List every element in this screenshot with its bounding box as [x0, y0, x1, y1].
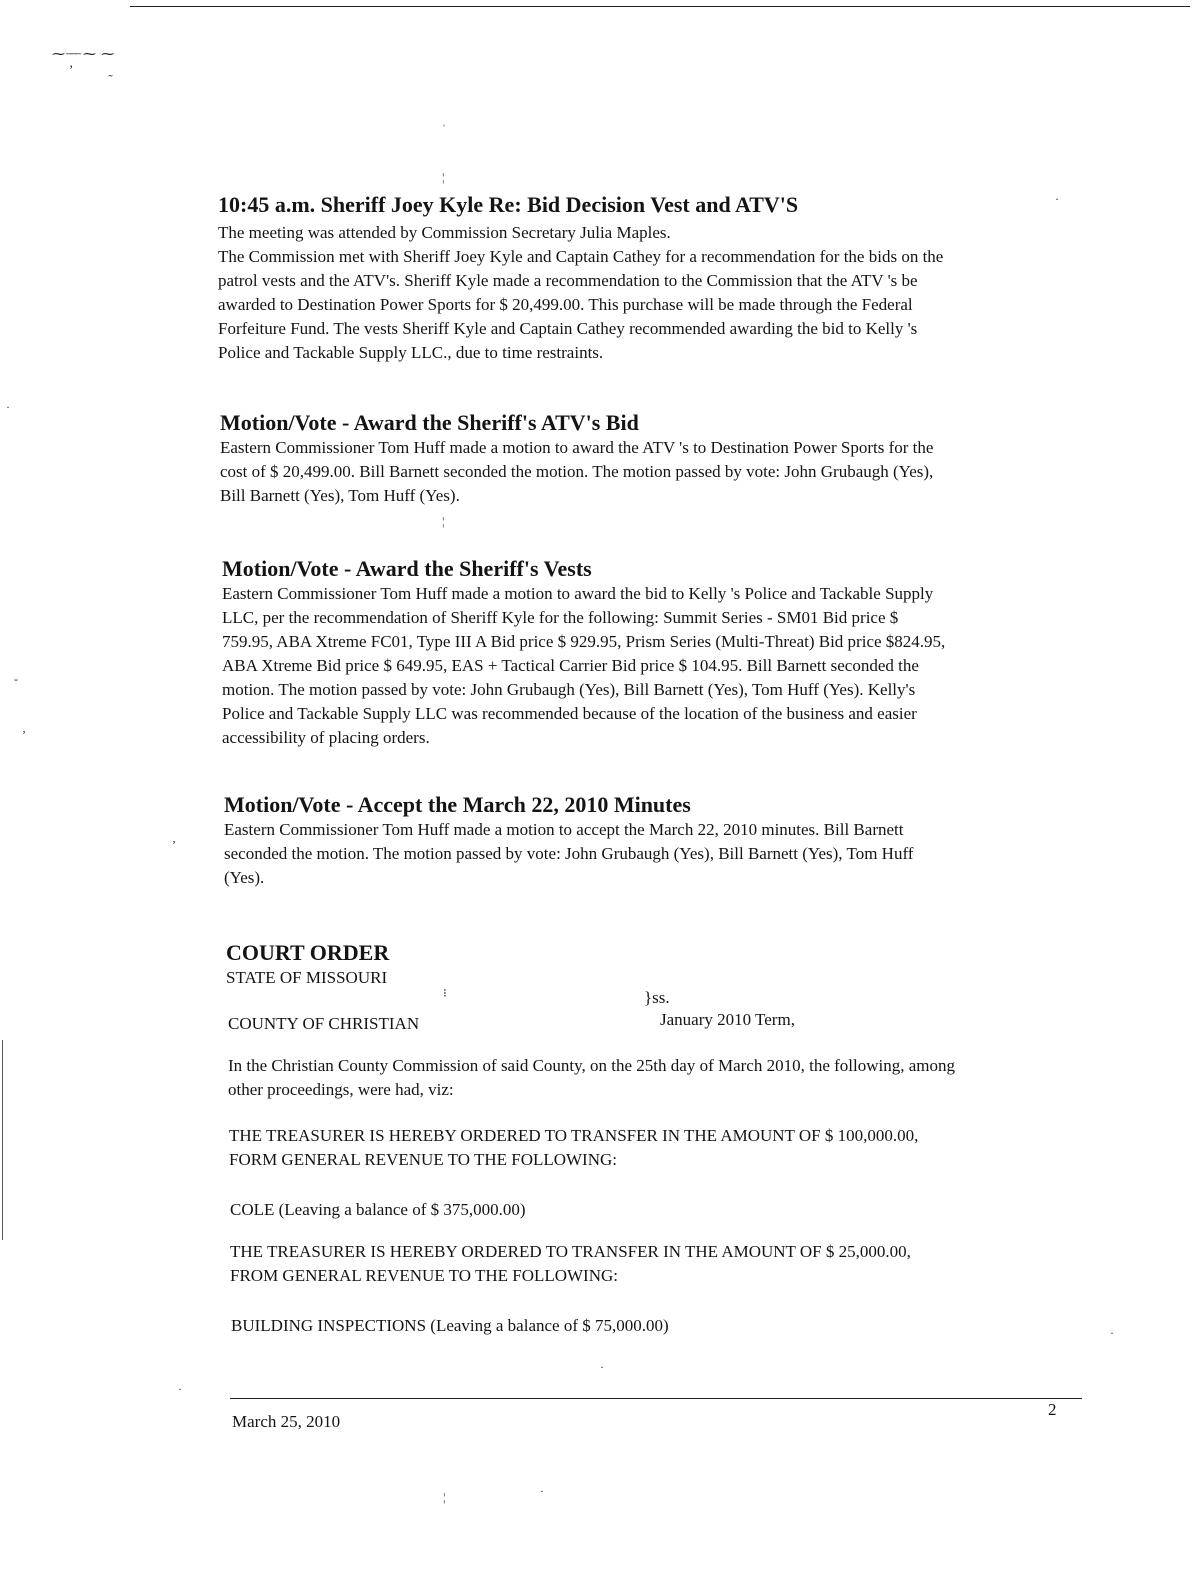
court-order-term: January 2010 Term,	[660, 1010, 795, 1029]
text-line: ABA Xtreme Bid price $ 649.95, EAS + Tactical Carrier Bid price $ 104.95. Bill Barnett seconded the	[222, 656, 919, 675]
text-line: other proceedings, were had, viz:	[228, 1080, 454, 1099]
section-heading-sheriff-bid: 10:45 a.m. Sheriff Joey Kyle Re: Bid Decision Vest and ATV'S	[218, 192, 799, 217]
text-line: motion. The motion passed by vote: John Grubaugh (Yes), Bill Barnett (Yes), Tom Huff (Yes). Kelly's	[222, 680, 916, 699]
speck-mark: ·	[178, 1382, 182, 1396]
text-line: Police and Tackable Supply LLC was recommended because of the location of the business and easier	[222, 704, 917, 723]
text-line: The Commission met with Sheriff Joey Kyle and Captain Cathey for a recommendation for the bids on the	[218, 247, 944, 266]
text-line: FORM GENERAL REVENUE TO THE FOLLOWING:	[229, 1150, 617, 1169]
footer-date: March 25, 2010	[232, 1412, 341, 1431]
speck-mark: ·	[1110, 1326, 1114, 1340]
text-line: In the Christian County Commission of said County, on the 25th day of March 2010, the following, among	[228, 1056, 955, 1075]
text-line: FROM GENERAL REVENUE TO THE FOLLOWING:	[230, 1266, 618, 1285]
speck-mark: -	[14, 672, 18, 686]
section-heading-minutes: Motion/Vote - Accept the March 22, 2010 Minutes	[224, 792, 691, 817]
section-heading-vests: Motion/Vote - Award the Sheriff's Vests	[222, 556, 592, 581]
speck-mark: ·	[540, 1484, 544, 1498]
speck-mark: ·	[6, 400, 10, 414]
text-line: The meeting was attended by Commission Secretary Julia Maples.	[218, 223, 671, 242]
speck-mark: ⁝	[443, 986, 447, 1000]
text-line: Eastern Commissioner Tom Huff made a motion to award the bid to Kelly 's Police and Tackable Supply	[222, 584, 934, 603]
text-line: THE TREASURER IS HEREBY ORDERED TO TRANSFER IN THE AMOUNT OF $ 100,000.00,	[229, 1126, 919, 1145]
text-line: (Yes).	[224, 868, 265, 887]
speck-mark: ʼ	[172, 838, 176, 852]
court-order-transfer-1	[229, 1124, 918, 1172]
section-body-vests	[222, 582, 945, 750]
speck-mark: ˈ	[442, 122, 446, 136]
page-number: 2	[1048, 1400, 1057, 1419]
text-line: Forfeiture Fund. The vests Sheriff Kyle and Captain Cathey recommended awarding the bid to Kelly 's	[218, 319, 918, 338]
speck-mark: ·	[600, 1360, 604, 1374]
speck-mark: ·	[1055, 192, 1059, 206]
court-order-heading: COURT ORDER	[226, 940, 390, 965]
section-body-minutes	[224, 818, 913, 890]
text-line: patrol vests and the ATV's. Sheriff Kyle made a recommendation to the Commission that the ATV 's be	[218, 271, 918, 290]
section-heading-atv-bid: Motion/Vote - Award the Sheriff's ATV's Bid	[220, 410, 639, 435]
text-line: accessibility of placing orders.	[222, 728, 430, 747]
court-order-ss: }ss.	[644, 988, 670, 1007]
left-edge-rule	[2, 1040, 3, 1240]
section-body-sheriff-bid	[218, 221, 943, 365]
footer-rule	[230, 1398, 1082, 1399]
top-rule	[130, 6, 1190, 7]
text-line: Bill Barnett (Yes), Tom Huff (Yes).	[220, 486, 460, 505]
text-line: awarded to Destination Power Sports for $ 20,499.00. This purchase will be made through the Federal	[218, 295, 913, 314]
court-order-intro	[228, 1054, 955, 1102]
speck-mark: ¦	[442, 514, 445, 528]
court-order-item-building-inspections: BUILDING INSPECTIONS (Leaving a balance of $ 75,000.00)	[231, 1316, 669, 1335]
court-order-item-cole: COLE (Leaving a balance of $ 375,000.00)	[230, 1200, 526, 1219]
court-order-state: STATE OF MISSOURI	[226, 968, 388, 987]
speck-mark: ʼ	[22, 728, 26, 742]
speck-mark: ¦	[442, 170, 445, 184]
handwritten-scribble: ⁓ ̶ ̶ ̶ ⁓ ⁓ ʼ ˷	[52, 46, 116, 77]
court-order-county: COUNTY OF CHRISTIAN	[228, 1014, 420, 1033]
court-order-transfer-2	[230, 1240, 911, 1288]
text-line: cost of $ 20,499.00. Bill Barnett seconded the motion. The motion passed by vote: John Grubaugh (Yes),	[220, 462, 934, 481]
speck-mark: ¦	[443, 1490, 446, 1504]
text-line: LLC, per the recommendation of Sheriff Kyle for the following: Summit Series - SM01 Bid price $	[222, 608, 899, 627]
text-line: Eastern Commissioner Tom Huff made a motion to award the ATV 's to Destination Power Sports for the	[220, 438, 934, 457]
text-line: Eastern Commissioner Tom Huff made a motion to accept the March 22, 2010 minutes. Bill Barnett	[224, 820, 904, 839]
text-line: THE TREASURER IS HEREBY ORDERED TO TRANSFER IN THE AMOUNT OF $ 25,000.00,	[230, 1242, 911, 1261]
section-body-atv-bid	[220, 436, 933, 508]
text-line: 759.95, ABA Xtreme FC01, Type III A Bid price $ 929.95, Prism Series (Multi-Threat) Bid price $824.95,	[222, 632, 946, 651]
text-line: seconded the motion. The motion passed by vote: John Grubaugh (Yes), Bill Barnett (Yes), Tom Huff	[224, 844, 914, 863]
text-line: Police and Tackable Supply LLC., due to time restraints.	[218, 343, 604, 362]
